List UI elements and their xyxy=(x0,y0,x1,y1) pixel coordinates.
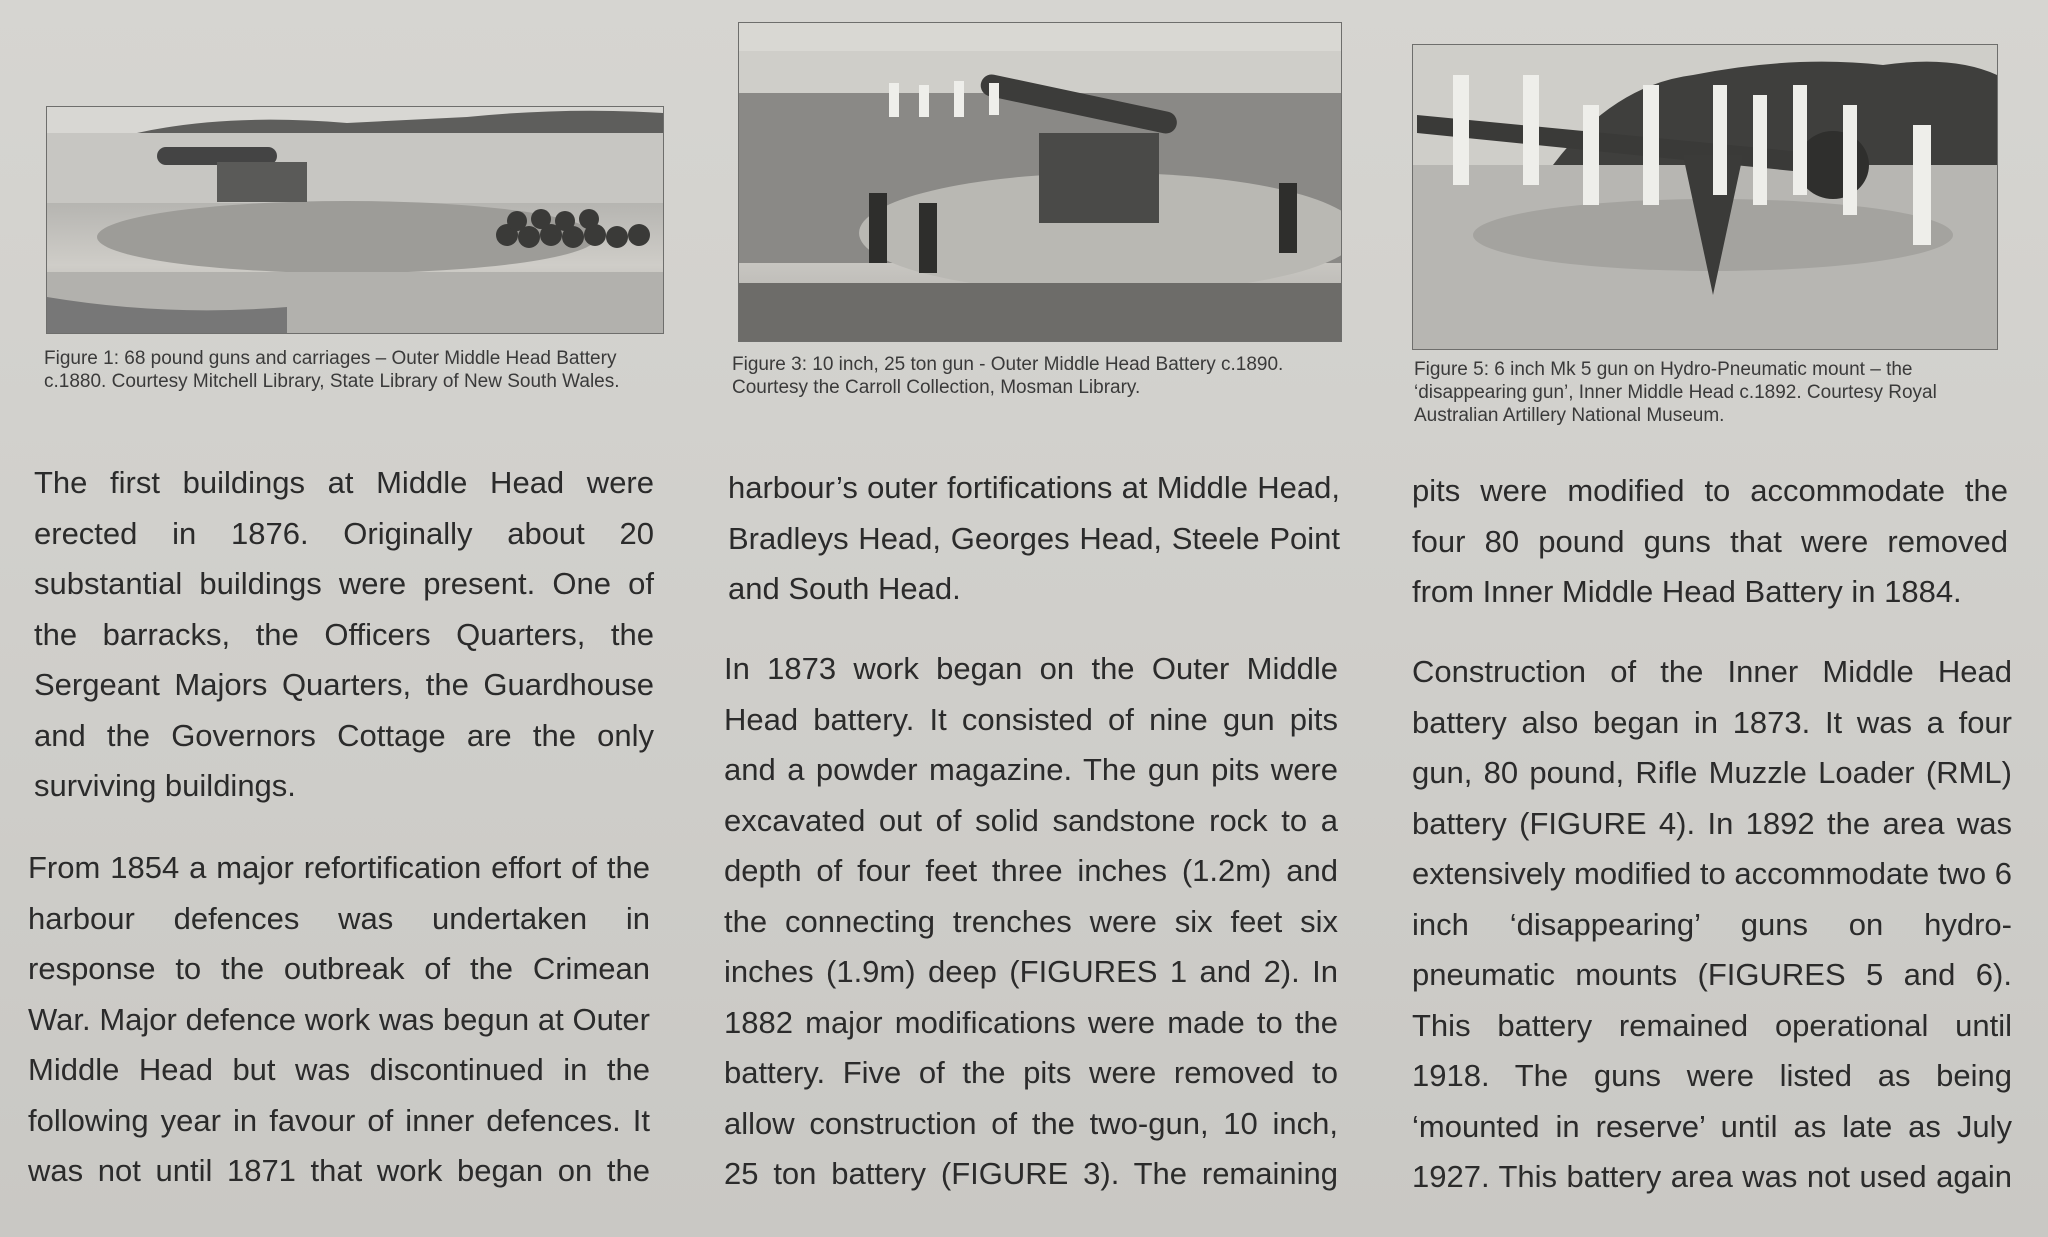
column-1-paragraph-1: The first buildings at Middle Head were erected in 1876. Originally about 20 substantial buildings were present. One of the barracks, the Officers Quarters, the Sergeant Majors Quarters, the Guardhouse and the Governors Cottage are the only surviving buildings. xyxy=(34,465,654,803)
column-2-paragraph-2: In 1873 work began on the Outer Middle Head battery. It consisted of nine gun pits and a powder magazine. The gun pits were excavated out of solid sandstone rock to a depth of four feet three inches (1.2m) and the connecting trenches were six feet six inches (1.9m) deep (FIGURES 1 and 2). In 1882 major modifications were made to the battery. Five of the pits were removed to allow construction of the two-gun, 10 inch, 25 ton battery (FIGURE 3). The remaining xyxy=(724,651,1338,1191)
figure-1-photo xyxy=(46,106,664,334)
figure-3-photo xyxy=(738,22,1342,342)
figure-5-photo xyxy=(1412,44,1998,350)
figure-3-caption: Figure 3: 10 inch, 25 ton gun - Outer Middle Head Battery c.1890. Courtesy the Carroll Collection, Mosman Library. xyxy=(732,354,1284,398)
column-3-paragraph-2: Construction of the Inner Middle Head battery also began in 1873. It was a four gun, 80 pound, Rifle Muzzle Loader (RML) battery (FIGURE 4). In 1892 the area was extensively modified to accommodate two 6 inch ‘disappearing’ guns on hydro-pneumatic mounts (FIGURES 5 and 6). This battery remained operational until 1918. The guns were listed as being ‘mounted in reserve’ until as late as July 1927. This battery area was not used again xyxy=(1412,654,2012,1194)
column-2-paragraph-1: harbour’s outer fortifications at Middle Head, Bradleys Head, Georges Head, Steele Point and South Head. xyxy=(728,470,1340,606)
figure-5-caption: Figure 5: 6 inch Mk 5 gun on Hydro-Pneumatic mount – the ‘disappearing gun’, Inner Middle Head c.1892. Courtesy Royal Australian Artillery National Museum. xyxy=(1414,359,1937,426)
figure-1-caption: Figure 1: 68 pound guns and carriages – Outer Middle Head Battery c.1880. Courtesy Mitchell Library, State Library of New South Wales. xyxy=(44,348,620,392)
column-3-paragraph-1: pits were modified to accommodate the four 80 pound guns that were removed from Inner Middle Head Battery in 1884. xyxy=(1412,473,2008,609)
column-1-paragraph-2: From 1854 a major refortification effort of the harbour defences was undertaken in response to the outbreak of the Crimean War. Major defence work was begun at Outer Middle Head but was discontinued in the following year in favour of inner defences. It was not until 1871 that work began on the xyxy=(28,850,650,1188)
